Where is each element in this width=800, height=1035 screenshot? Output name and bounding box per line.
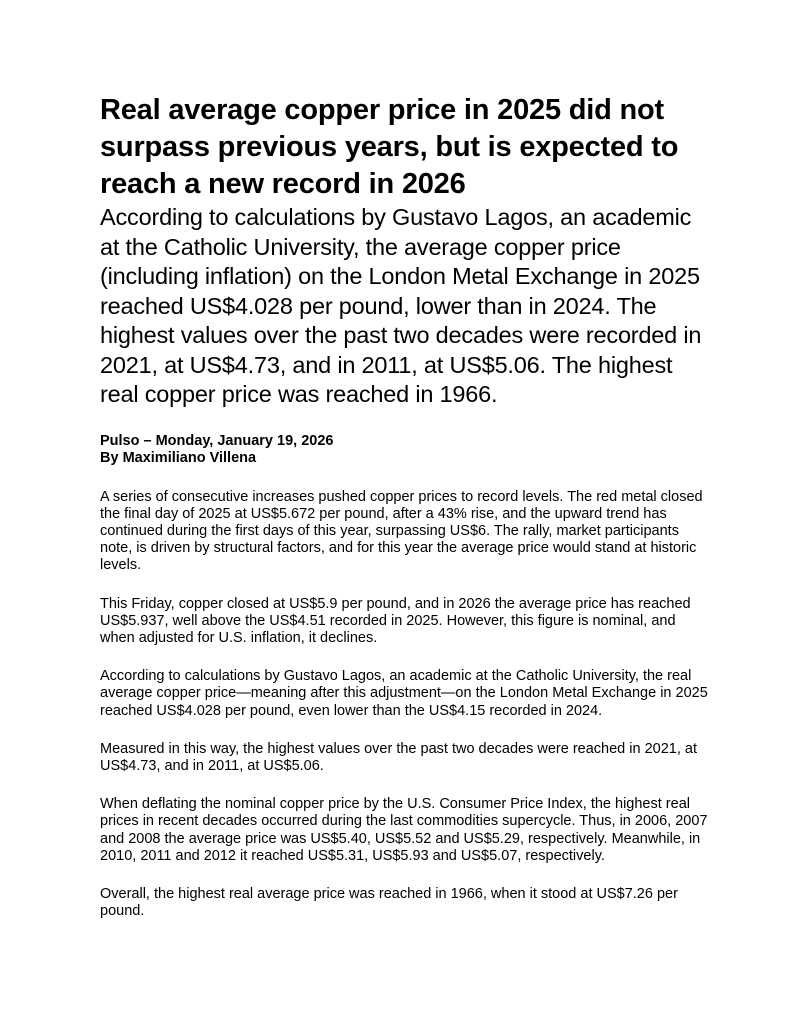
author: By Maximiliano Villena (100, 449, 257, 466)
body-paragraph: This Friday, copper closed at US$5.9 per pound, and in 2026 the average price has reached US$5.937, well above the US$4.51 recorded in 2025. However, this figure is nominal, and when adjusted for U.S. inflation, it declines. (100, 595, 691, 646)
byline (100, 433, 710, 467)
article (100, 92, 710, 941)
body-paragraph: Measured in this way, the highest values over the past two decades were reached in 2021, at US$4.73, and in 2011, at US$5.06. (100, 740, 697, 774)
article-body (100, 489, 710, 921)
body-paragraph: Overall, the highest real average price was reached in 1966, when it stood at US$7.26 per pound. (100, 885, 678, 920)
body-paragraph: A series of consecutive increases pushed copper prices to record levels. The red metal closed the final day of 2025 at US$5.672 per pound, after a 43% rise, and the upward trend has continued during the first days of this year, surpassing US$6. The rally, market participants note, is driven by structural factors, and for this year the average price would stand at historic levels. (100, 488, 703, 574)
deck: According to calculations by Gustavo Lagos, an academic at the Catholic University, the average copper price (including inflation) on the London Metal Exchange in 2025 reached US$4.028 per pound, lower than in 2024. The highest values over the past two decades were recorded in 2021, at US$4.73, and in 2011, at US$5.06. The highest real copper price was reached in 1966. (100, 204, 702, 407)
headline: Real average copper price in 2025 did not surpass previous years, but is expected to reach a new record in 2026 (100, 94, 679, 200)
body-paragraph: According to calculations by Gustavo Lagos, an academic at the Catholic University, the real average copper price—meaning after this adjustment—on the London Metal Exchange in 2025 reached US$4.028 per pound, even lower than the US$4.15 recorded in 2024. (100, 668, 708, 719)
dateline: Pulso – Monday, January 19, 2026 (100, 432, 334, 449)
body-paragraph: When deflating the nominal copper price by the U.S. Consumer Price Index, the highest real prices in recent decades occurred during the last commodities supercycle. Thus, in 2006, 2007 and 2008 the average price was US$5.40, US$5.52 and US$5.29, respectively. Meanwhile, in 2010, 2011 and 2012 it reached US$5.31, US$5.93 and US$5.07, respectively. (100, 796, 708, 864)
